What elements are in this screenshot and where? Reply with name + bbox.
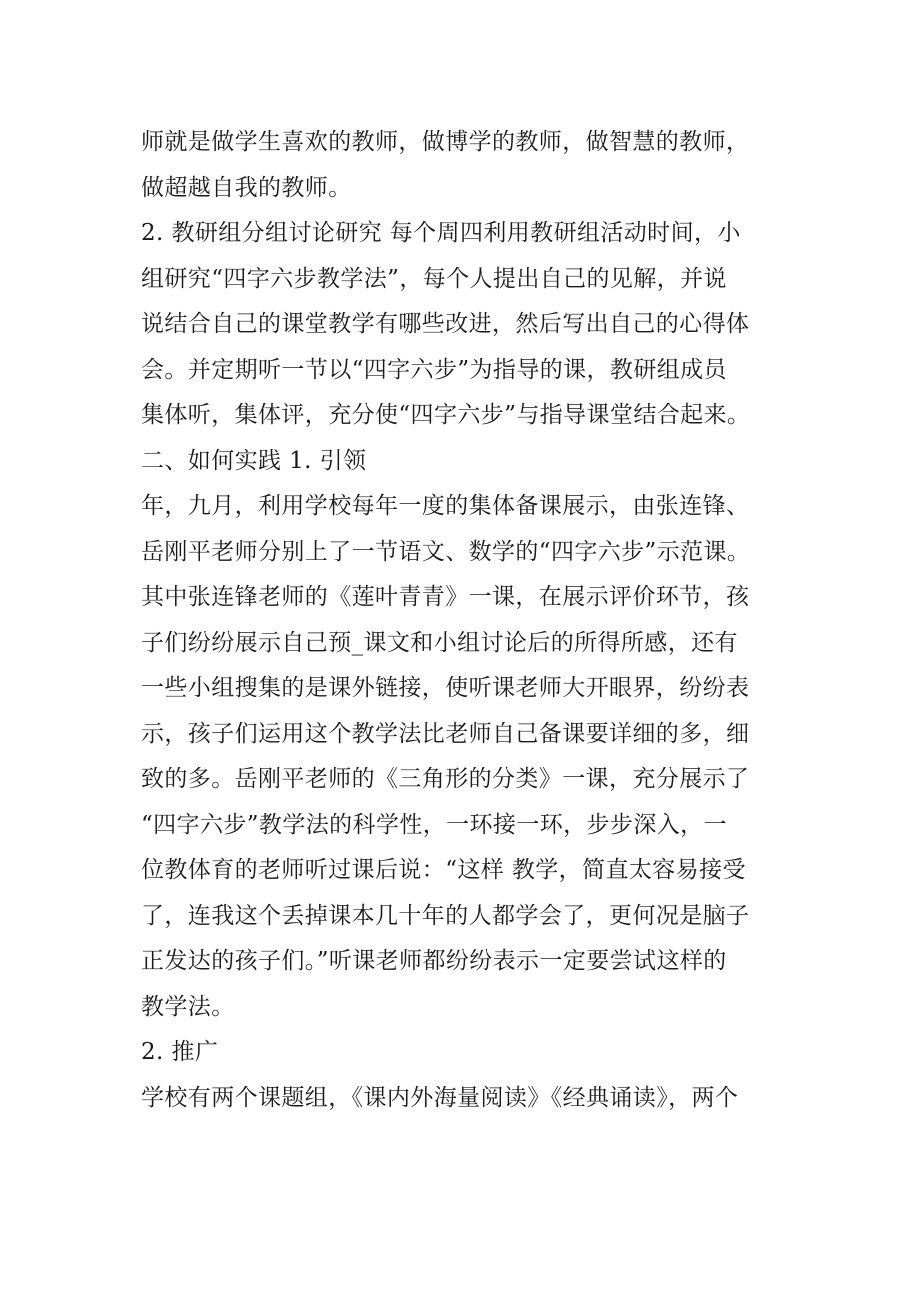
section-heading: 二、如何实践 1. 引领	[141, 447, 367, 474]
subsection-heading: 2. 推广	[141, 1039, 219, 1065]
text-line: 子们纷纷展示自己预_课文和小组讨论后的所得所感，还有	[141, 629, 738, 656]
text-line: 做超越自我的教师。	[141, 174, 352, 201]
text-line: 集体听，集体评，充分使“四字六步”与指导课堂结合起来。	[141, 402, 751, 428]
text-line: 示，孩子们运用这个教学法比老师自己备课要详细的多，细	[141, 720, 750, 747]
text-line: 了，连我这个丢掉课本几十年的人都学会了，更何况是脑子	[141, 902, 750, 929]
text-line: 教学法。	[141, 993, 235, 1020]
text-line: “四字六步”教学法的科学性，一环接一环，步步深入，一	[141, 811, 727, 838]
text-line: 一些小组搜集的是课外链接，使听课老师大开眼界，纷纷表	[141, 675, 750, 701]
text-line: 其中张连锋老师的《莲叶青青》一课，在展示评价环节，孩	[141, 584, 750, 610]
text-line: 岳刚平老师分别上了一节语文、数学的“四字六步”示范课。	[141, 538, 751, 565]
document-body	[141, 120, 821, 1121]
text-line: 会。并定期听一节以“四字六步”为指导的课，教研组成员	[141, 356, 727, 383]
text-line: 致的多。岳刚平老师的《三角形的分类》一课，充分展示了	[141, 766, 750, 792]
text-line: 说结合自己的课堂教学有哪些改进，然后写出自己的心得体	[141, 311, 750, 337]
text-line: 位教体育的老师听过课后说：“这样 教学，简直太容易接受	[141, 857, 746, 883]
text-line: 正发达的孩子们。”听课老师都纷纷表示一定要尝试这样的	[141, 948, 727, 974]
text-line: 学校有两个课题组，《课内外海量阅读》《经典诵读》，两个	[141, 1084, 739, 1111]
text-line: 组研究“四字六步教学法”，每个人提出自己的见解，并说	[141, 265, 727, 292]
text-line: 师就是做学生喜欢的教师，做博学的教师，做智慧的教师，	[141, 129, 750, 155]
text-line: 年，九月，利用学校每年一度的集体备课展示，由张连锋、	[141, 493, 750, 519]
text-line: 2. 教研组分组讨论研究 每个周四利用教研组活动时间，小	[141, 220, 741, 246]
